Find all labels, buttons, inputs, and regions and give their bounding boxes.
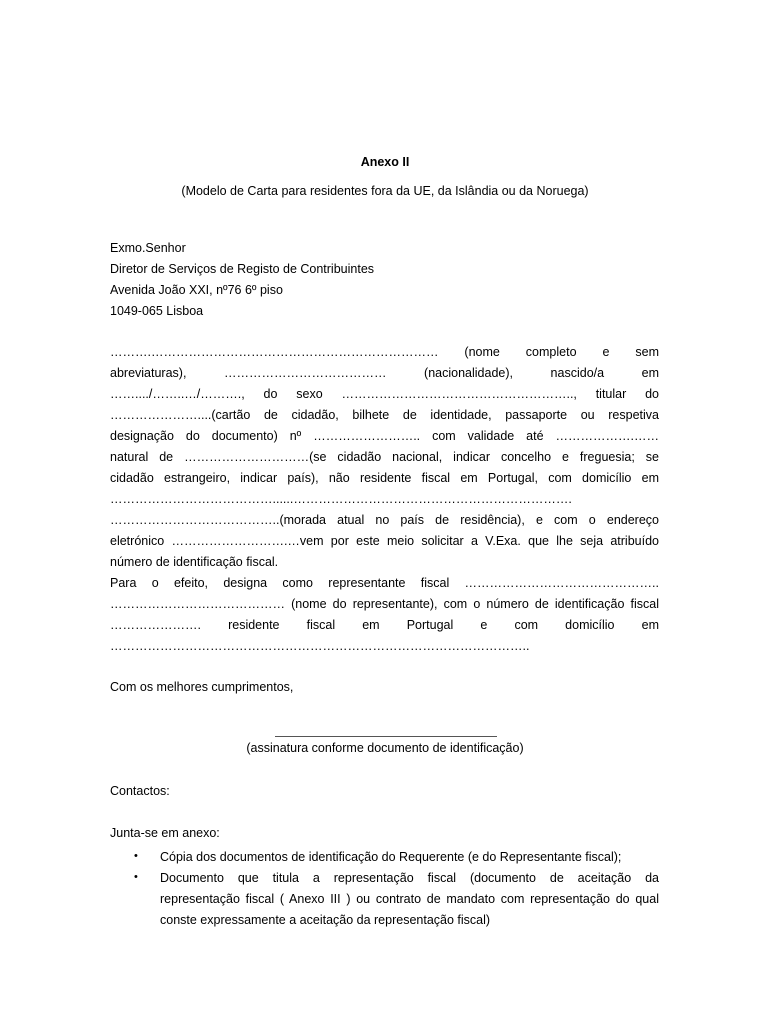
- body-line: …………………………………..(morada atual no país de residência), e com o endereço: [110, 513, 659, 527]
- body-line: eletrónico ……………………….…vem por este meio solicitar a V.Exa. que lhe seja atribuído: [110, 534, 659, 548]
- annex-item-line: Documento que titula a representação fiscal (documento de aceitação da: [160, 871, 659, 885]
- closing-greeting: Com os melhores cumprimentos,: [110, 680, 294, 694]
- body-line: cidadão estrangeiro, indicar país), não residente fiscal em Portugal, com domicílio em: [110, 471, 659, 485]
- body-line: …………………………………......………………………………………………………….: [110, 492, 572, 506]
- signature-caption: (assinatura conforme documento de identificação): [246, 741, 524, 755]
- body-line: ……….…………………………………………………………… (nome completo e sem: [110, 345, 659, 359]
- body-line: número de identificação fiscal.: [110, 555, 279, 569]
- body-line: …………………....(cartão de cidadão, bilhete de identidade, passaporte ou respetiva: [110, 408, 659, 422]
- letter-body: [110, 342, 659, 657]
- annex-item-identification-copy: Cópia dos documentos de identificação do Requerente (e do Representante fiscal);: [160, 850, 622, 864]
- bullet-icon: •: [134, 871, 138, 883]
- body-line: …………………………………… (nome do representante), com o número de identificação fiscal: [110, 597, 659, 611]
- annex-title: Junta-se em anexo:: [110, 826, 220, 840]
- body-line: ………………………………………………………………………………………..: [110, 639, 530, 653]
- body-line: abreviaturas), ………………………………… (nacionalidade), nascido/a em: [110, 366, 659, 380]
- bullet-icon: •: [134, 850, 138, 862]
- recipient-salutation: Exmo.Senhor: [110, 241, 186, 255]
- signature-line: [275, 736, 497, 737]
- recipient-postcode-city: 1049-065 Lisboa: [110, 304, 204, 318]
- body-line: …………………. residente fiscal em Portugal e com domicílio em: [110, 618, 659, 632]
- annex-item-representation-document: [160, 868, 659, 931]
- body-line: natural de …………………………(se cidadão nacional, indicar concelho e freguesia; se: [110, 450, 659, 464]
- recipient-address: [110, 238, 670, 322]
- recipient-department: Diretor de Serviços de Registo de Contribuintes: [110, 262, 375, 276]
- body-line: Para o efeito, designa como representante fiscal ………………………………………..: [110, 576, 659, 590]
- body-line: ……..../……..…/………., do sexo ……………………………………………….., titular do: [110, 387, 659, 401]
- body-line: designação do documento) nº …………………….. com validade até ……………….……: [110, 429, 659, 443]
- annex-item-line: conste expressamente a aceitação da representação fiscal): [160, 913, 491, 927]
- document-subtitle: (Modelo de Carta para residentes fora da UE, da Islândia ou da Noruega): [181, 184, 589, 198]
- annex-item-line: representação fiscal ( Anexo III ) ou contrato de mandato com representação do qual: [160, 892, 659, 906]
- contacts-label: Contactos:: [110, 784, 170, 798]
- document-title: Anexo II: [360, 155, 410, 169]
- recipient-street: Avenida João XXI, nº76 6º piso: [110, 283, 283, 297]
